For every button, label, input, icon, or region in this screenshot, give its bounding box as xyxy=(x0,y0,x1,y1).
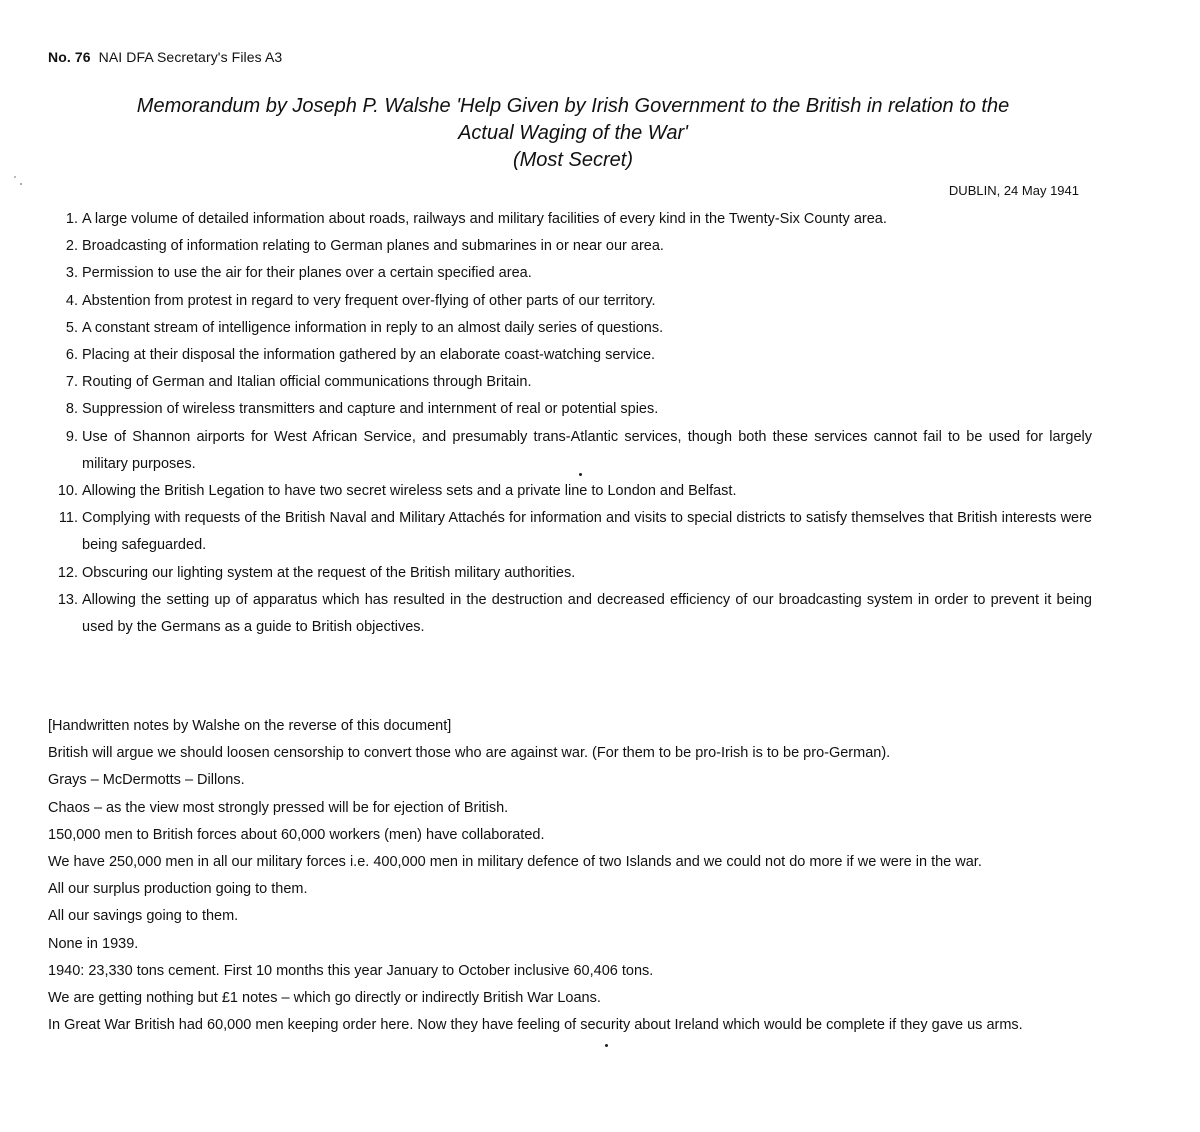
item-text: Obscuring our lighting system at the request of the British military authorities. xyxy=(82,564,576,581)
note-line: Chaos – as the view most strongly pressed will be for ejection of British. xyxy=(48,799,509,816)
list-item xyxy=(48,315,1092,342)
document-reference xyxy=(48,49,282,65)
assistance-list xyxy=(48,206,1092,641)
item-number: 3. xyxy=(65,265,78,282)
item-text: Allowing the British Legation to have two secret wireless sets and a private line to London and Belfast. xyxy=(82,483,737,500)
item-text: Allowing the setting up of apparatus which has resulted in the destruction and decreased efficiency of our broadcasting system in order to prevent it being used by the Germans as a guide to British objectives. xyxy=(82,591,1092,636)
item-text: Suppression of wireless transmitters and capture and internment of real or potential spies. xyxy=(82,401,659,418)
item-text: Placing at their disposal the information gathered by an elaborate coast-watching service. xyxy=(82,347,656,364)
title-line-1: Memorandum by Joseph P. Walshe 'Help Given by Irish Government to the British in relation to the xyxy=(136,95,1010,117)
list-item xyxy=(48,396,1092,423)
list-item xyxy=(48,233,1092,260)
note-line: None in 1939. xyxy=(48,935,139,952)
list-item xyxy=(48,424,1092,478)
list-item xyxy=(48,260,1092,287)
note-line: In Great War British had 60,000 men keeping order here. Now they have feeling of security about Ireland which would be complete if they gave us arms. xyxy=(48,1017,1023,1034)
note-line: 1940: 23,330 tons cement. First 10 months this year January to October inclusive 60,406 tons. xyxy=(48,962,654,979)
list-item xyxy=(48,342,1092,369)
note-line: We are getting nothing but £1 notes – which go directly or indirectly British War Loans. xyxy=(48,990,601,1007)
note-line: All our surplus production going to them. xyxy=(48,881,308,898)
item-number: 4. xyxy=(65,292,78,309)
item-text: A constant stream of intelligence information in reply to an almost daily series of questions. xyxy=(82,319,664,336)
document-source: NAI DFA Secretary's Files A3 xyxy=(98,49,283,65)
list-item xyxy=(48,206,1092,233)
item-number: 1. xyxy=(65,211,78,227)
list-item xyxy=(48,478,1092,505)
note-line: 150,000 men to British forces about 60,000 workers (men) have collaborated. xyxy=(48,826,545,843)
list-item xyxy=(48,505,1092,559)
item-number: 2. xyxy=(65,238,78,255)
title-line-3: (Most Secret) xyxy=(512,149,634,171)
note-line: All our savings going to them. xyxy=(48,908,239,925)
item-text: A large volume of detailed information about roads, railways and military facilities of every kind in the Twenty-Six County area. xyxy=(82,211,887,227)
memorandum-title xyxy=(60,93,1086,174)
item-number: 7. xyxy=(65,374,78,391)
item-number: 11. xyxy=(58,510,78,527)
note-line: We have 250,000 men in all our military forces i.e. 400,000 men in military defence of two Islands and we could not do more if we were in the war. xyxy=(48,854,982,871)
dateline: DUBLIN, 24 May 1941 xyxy=(948,183,1079,198)
item-text: Abstention from protest in regard to very frequent over-flying of other parts of our territory. xyxy=(82,292,656,309)
item-number: 8. xyxy=(65,401,78,418)
item-text: Complying with requests of the British Naval and Military Attachés for information and visits to special districts to satisfy themselves that British interests were being safeguarded. xyxy=(82,510,1092,554)
title-line-2: Actual Waging of the War' xyxy=(458,122,688,144)
item-number: 9. xyxy=(65,428,78,445)
notes-heading: [Handwritten notes by Walshe on the reverse of this document] xyxy=(48,718,452,734)
item-text: Use of Shannon airports for West African Service, and presumably trans-Atlantic services, though both these services cannot fail to be used for largely military purposes. xyxy=(82,428,1092,472)
scan-speck xyxy=(579,473,582,476)
note-line: Grays – McDermotts – Dillons. xyxy=(48,772,245,789)
handwritten-notes xyxy=(48,713,1092,1039)
note-line: British will argue we should loosen censorship to convert those who are against war. (For them to be pro-Irish is to be pro-German). xyxy=(48,745,891,762)
item-number: 5. xyxy=(65,319,78,336)
item-text: Permission to use the air for their planes over a certain specified area. xyxy=(82,265,532,282)
document-number: No. 76 xyxy=(48,49,91,65)
list-item xyxy=(48,560,1092,587)
item-number: 6. xyxy=(65,347,78,364)
list-item xyxy=(48,587,1092,641)
scan-speck xyxy=(605,1044,608,1047)
item-text: Broadcasting of information relating to German planes and submarines in or near our area. xyxy=(82,238,664,255)
scan-speck xyxy=(14,176,16,178)
item-number: 13. xyxy=(57,591,78,608)
scan-speck xyxy=(20,183,22,185)
item-number: 12. xyxy=(57,564,78,581)
item-text: Routing of German and Italian official communications through Britain. xyxy=(82,374,532,391)
list-item xyxy=(48,288,1092,315)
item-number: 10. xyxy=(57,483,78,500)
list-item xyxy=(48,369,1092,396)
